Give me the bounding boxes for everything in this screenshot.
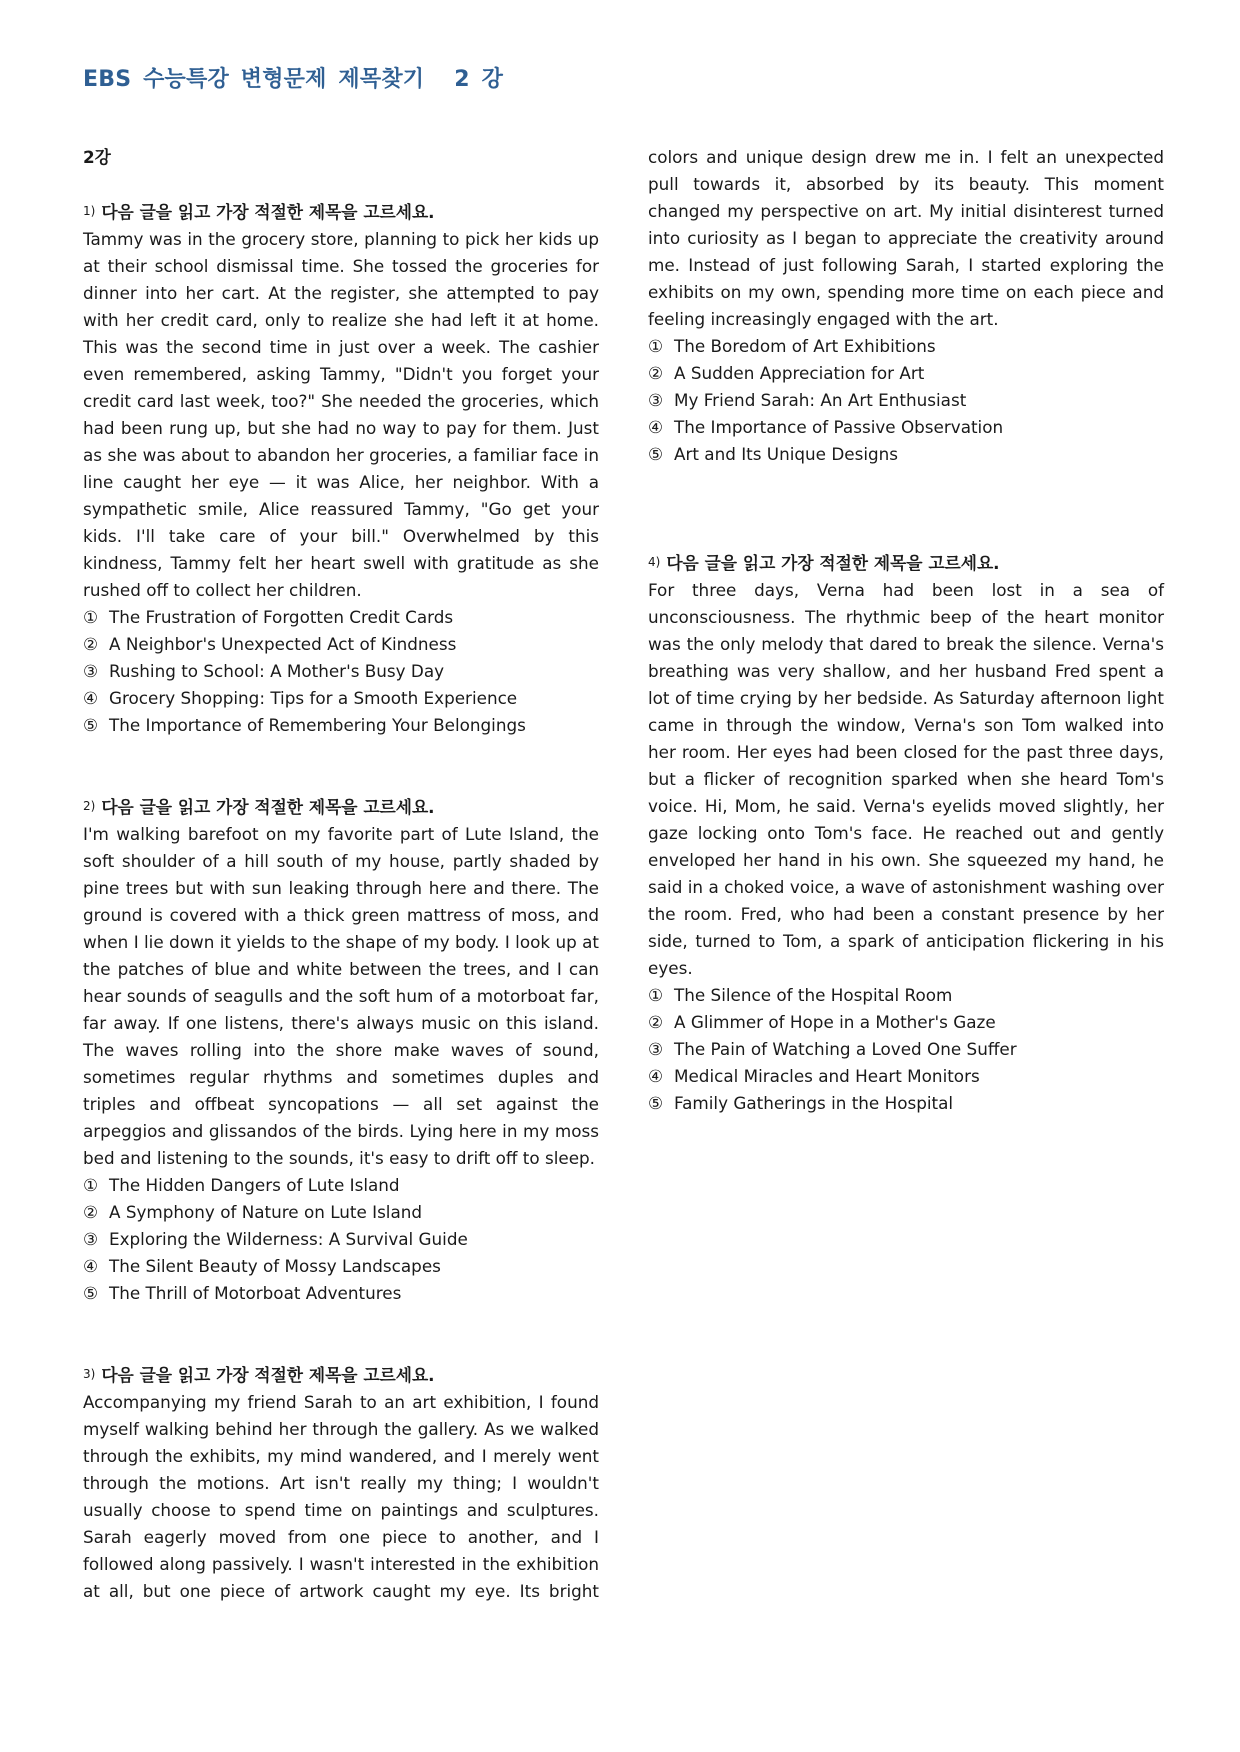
option-text: A Neighbor's Unexpected Act of Kindness <box>109 634 457 654</box>
question-instruction <box>648 549 1164 577</box>
answer-option[interactable] <box>648 414 1164 441</box>
answer-option[interactable] <box>83 1199 599 1226</box>
option-text: The Silence of the Hospital Room <box>674 985 953 1005</box>
question-passage: Tammy was in the grocery store, planning to pick her kids up at their school dismissal time. She tossed the groceries for dinner into her cart. At the register, she attempted to pay with her credit card, only to realize she had left it at home. This was the second time in just over a week. The cashier even remembered, asking Tammy, "Didn't you forget your credit card last week, too?" She needed the groceries, which had been rung up, but she had no way to pay for them. Just as she was about to abandon her groceries, a familiar face in line caught her eye — it was Alice, her neighbor. With a sympathetic smile, Alice reassured Tammy, "Go get your kids. I'll take care of your bill." Overwhelmed by this kindness, Tammy felt her heart swell with gratitude as she rushed off to collect her children. <box>83 229 599 600</box>
spacer <box>83 1307 599 1361</box>
option-mark: ① <box>83 1175 99 1195</box>
answer-option[interactable] <box>648 1009 1164 1036</box>
answer-option[interactable] <box>648 360 1164 387</box>
answer-option[interactable] <box>648 1036 1164 1063</box>
option-text: The Importance of Remembering Your Belongings <box>109 715 526 735</box>
answer-option[interactable] <box>83 712 599 739</box>
option-text: Family Gatherings in the Hospital <box>674 1093 954 1113</box>
spacer <box>648 468 1164 522</box>
answer-option[interactable] <box>83 1226 599 1253</box>
spacer <box>83 739 599 793</box>
left-column <box>83 144 599 1605</box>
answer-option[interactable] <box>648 982 1164 1009</box>
answer-options <box>83 1172 599 1307</box>
option-mark: ② <box>83 1202 99 1222</box>
question-number: 3) <box>83 1367 96 1381</box>
question-4 <box>648 549 1164 1117</box>
option-mark: ① <box>83 607 99 627</box>
question-1 <box>83 198 599 739</box>
answer-option[interactable] <box>83 1280 599 1307</box>
option-mark: ⑤ <box>648 1093 664 1113</box>
option-mark: ③ <box>83 1229 99 1249</box>
right-column <box>648 144 1164 1117</box>
answer-option[interactable] <box>83 631 599 658</box>
question-passage: For three days, Verna had been lost in a sea of unconsciousness. The rhythmic beep of the heart monitor was the only melody that dared to break the silence. Verna's breathing was very shallow, and her husband Fred spent a lot of time crying by her bedside. As Saturday afternoon light came in through the window, Verna's son Tom walked into her room. Her eyes had been closed for the past three days, but a flicker of recognition sparked when she heard Tom's voice. Hi, Mom, he said. Verna's eyelids moved slightly, her gaze locking onto Tom's face. He reached out and gently enveloped her hand in his own. She squeezed my hand, he said in a choked voice, a wave of astonishment washing over the room. Fred, who had been a constant presence by her side, turned to Tom, a spark of anticipation flickering in his eyes. <box>648 580 1164 978</box>
option-mark: ② <box>648 363 664 383</box>
answer-option[interactable] <box>83 685 599 712</box>
option-text: The Hidden Dangers of Lute Island <box>109 1175 400 1195</box>
option-mark: ④ <box>648 417 664 437</box>
answer-option[interactable] <box>648 1090 1164 1117</box>
answer-option[interactable] <box>83 658 599 685</box>
spacer <box>83 171 599 198</box>
option-text: The Silent Beauty of Mossy Landscapes <box>109 1256 441 1276</box>
question-instruction <box>83 1361 599 1389</box>
option-mark: ④ <box>83 688 99 708</box>
option-mark: ④ <box>648 1066 664 1086</box>
option-mark: ⑤ <box>83 715 99 735</box>
answer-option[interactable] <box>648 1063 1164 1090</box>
question-3 <box>83 1361 599 1605</box>
instruction-text: 다음 글을 읽고 가장 적절한 제목을 고르세요. <box>101 202 435 222</box>
question-number: 2) <box>83 799 96 813</box>
answer-option[interactable] <box>83 1172 599 1199</box>
page-header <box>83 62 503 93</box>
option-text: The Thrill of Motorboat Adventures <box>109 1283 402 1303</box>
instruction-text: 다음 글을 읽고 가장 적절한 제목을 고르세요. <box>101 1365 435 1385</box>
option-text: Exploring the Wilderness: A Survival Guide <box>109 1229 468 1249</box>
answer-options <box>83 604 599 739</box>
option-text: The Frustration of Forgotten Credit Cards <box>109 607 454 627</box>
option-text: Grocery Shopping: Tips for a Smooth Experience <box>109 688 518 708</box>
option-mark: ② <box>648 1012 664 1032</box>
question-instruction <box>83 198 599 226</box>
option-mark: ⑤ <box>648 444 664 464</box>
option-mark: ④ <box>83 1256 99 1276</box>
spacer <box>648 522 1164 549</box>
option-text: A Symphony of Nature on Lute Island <box>109 1202 423 1222</box>
question-passage: Accompanying my friend Sarah to an art exhibition, I found myself walking behind her through the gallery. As we walked through the exhibits, my mind wandered, and I merely went through the motions. Art isn't really my thing; I wouldn't usually choose to spend time on paintings and sculptures. Sarah eagerly moved from one piece to another, and I followed along passively. I wasn't interested in the exhibition at all, but one piece of artwork caught my eye. Its bright <box>83 1392 599 1601</box>
option-mark: ② <box>83 634 99 654</box>
option-mark: ③ <box>83 661 99 681</box>
section-label: 2강 <box>83 147 111 167</box>
option-text: The Pain of Watching a Loved One Suffer <box>674 1039 1017 1059</box>
answer-option[interactable] <box>83 1253 599 1280</box>
option-text: A Sudden Appreciation for Art <box>674 363 925 383</box>
header-lesson: 2 강 <box>454 67 504 92</box>
option-text: My Friend Sarah: An Art Enthusiast <box>674 390 967 410</box>
answer-option[interactable] <box>83 604 599 631</box>
option-text: The Importance of Passive Observation <box>674 417 1004 437</box>
answer-option[interactable] <box>648 333 1164 360</box>
instruction-text: 다음 글을 읽고 가장 적절한 제목을 고르세요. <box>666 553 1000 573</box>
option-mark: ③ <box>648 390 664 410</box>
option-mark: ⑤ <box>83 1283 99 1303</box>
question-instruction <box>83 793 599 821</box>
question-number: 1) <box>83 204 96 218</box>
instruction-text: 다음 글을 읽고 가장 적절한 제목을 고르세요. <box>101 797 435 817</box>
answer-option[interactable] <box>648 387 1164 414</box>
option-text: A Glimmer of Hope in a Mother's Gaze <box>674 1012 996 1032</box>
option-text: Art and Its Unique Designs <box>674 444 899 464</box>
header-title: EBS 수능특강 변형문제 제목찾기 <box>83 67 425 92</box>
answer-option[interactable] <box>648 441 1164 468</box>
question-number: 4) <box>648 555 661 569</box>
answer-options <box>648 982 1164 1117</box>
option-text: Rushing to School: A Mother's Busy Day <box>109 661 445 681</box>
question-3-continued <box>648 144 1164 468</box>
option-text: The Boredom of Art Exhibitions <box>674 336 936 356</box>
answer-options <box>648 333 1164 468</box>
option-text: Medical Miracles and Heart Monitors <box>674 1066 980 1086</box>
option-mark: ③ <box>648 1039 664 1059</box>
option-mark: ① <box>648 985 664 1005</box>
question-2 <box>83 793 599 1307</box>
question-passage-continued: colors and unique design drew me in. I felt an unexpected pull towards it, absorbed by its beauty. This moment changed my perspective on art. My initial disinterest turned into curiosity as I began to appreciate the creativity around me. Instead of just following Sarah, I started exploring the exhibits on my own, spending more time on each piece and feeling increasingly engaged with the art. <box>648 147 1164 329</box>
option-mark: ① <box>648 336 664 356</box>
question-passage: I'm walking barefoot on my favorite part of Lute Island, the soft shoulder of a hill south of my house, partly shaded by pine trees but with sun leaking through here and there. The ground is covered with a thick green mattress of moss, and when I lie down it yields to the shape of my body. I look up at the patches of blue and white between the trees, and I can hear sounds of seagulls and the soft hum of a motorboat far, far away. If one listens, there's always music on this island. The waves rolling into the shore make waves of sound, sometimes regular rhythms and sometimes duples and triples and offbeat syncopations — all set against the arpeggios and glissandos of the birds. Lying here in my moss bed and listening to the sounds, it's easy to drift off to sleep. <box>83 824 599 1168</box>
